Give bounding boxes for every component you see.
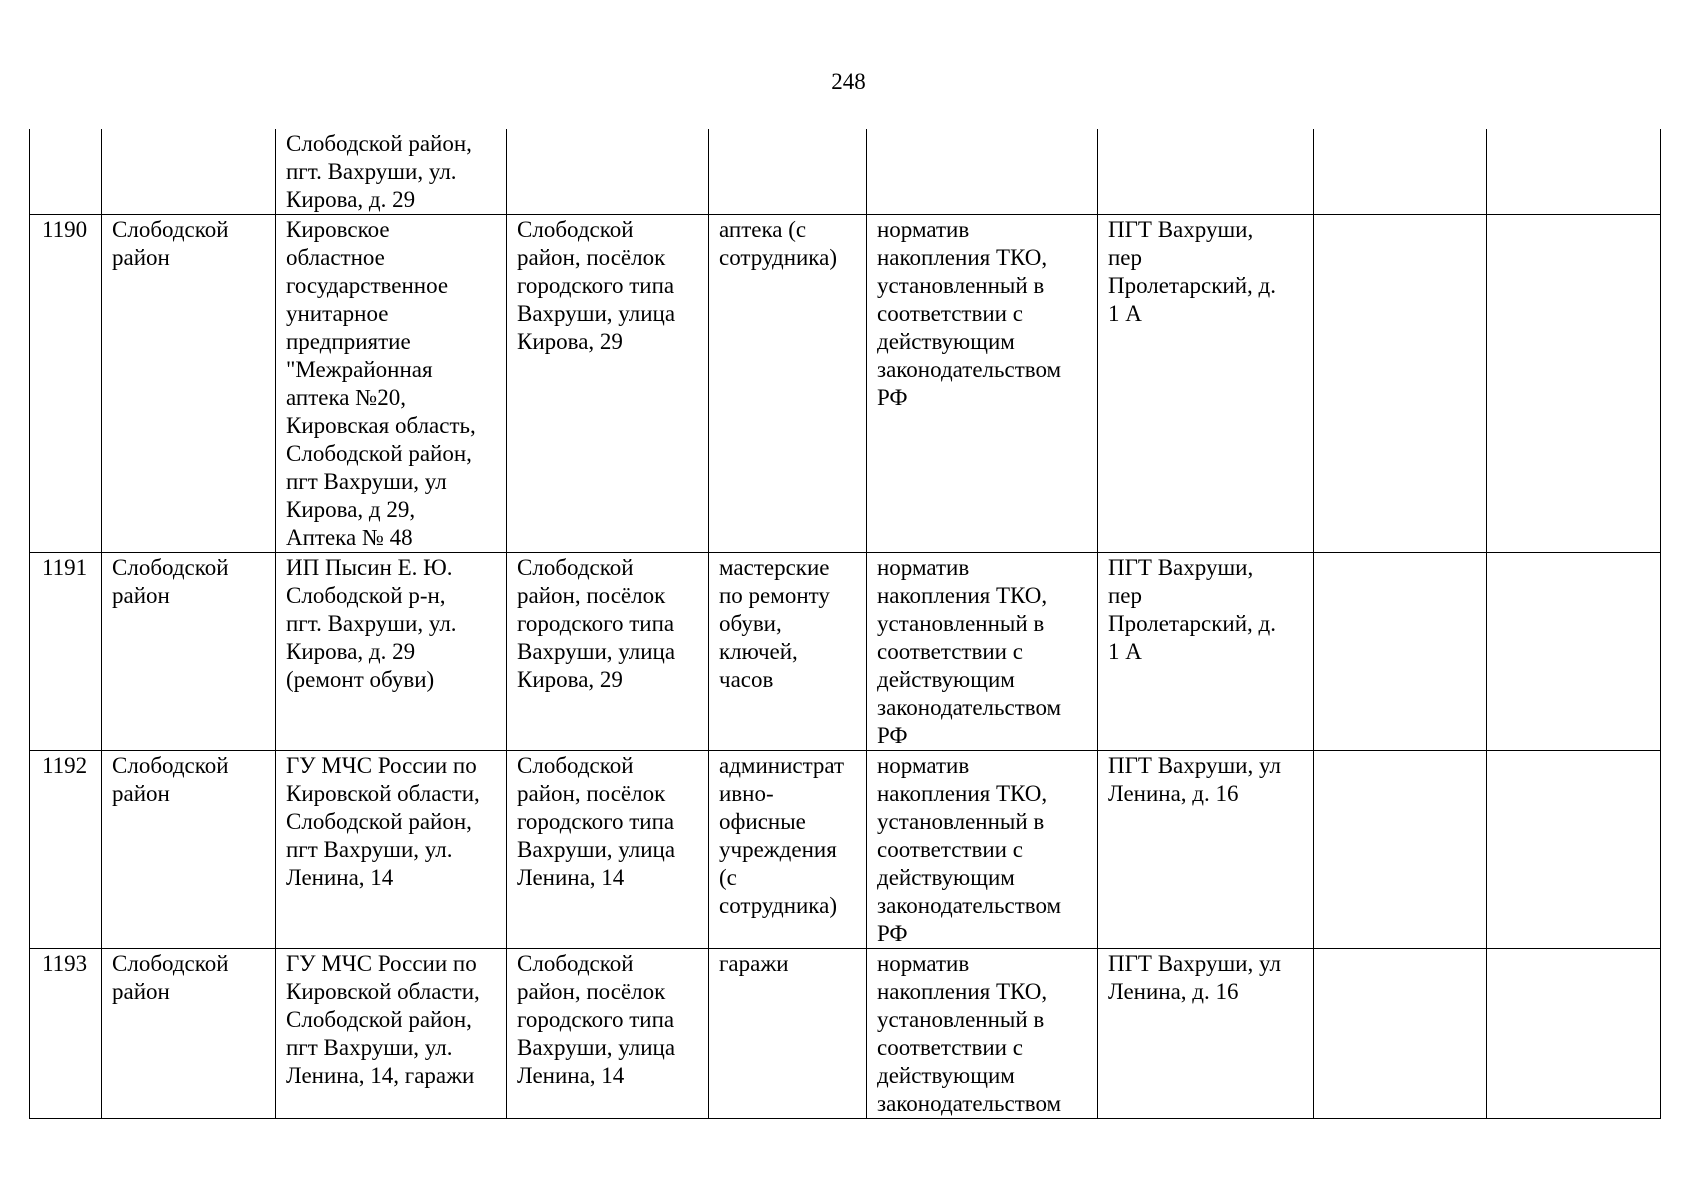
cell-object-type: мастерские по ремонту обуви, ключей, часов: [709, 553, 867, 751]
cell-location: [507, 129, 709, 215]
cell-norm: [867, 129, 1098, 215]
cell-location: Слободской район, посёлок городского типа Вахруши, улица Ленина, 14: [507, 751, 709, 949]
cell-collection-site: ПГТ Вахруши, пер Пролетарский, д. 1 А: [1098, 553, 1314, 751]
cell-object-type: аптека (с сотрудника): [709, 215, 867, 553]
cell-collection-site: ПГТ Вахруши, пер Пролетарский, д. 1 А: [1098, 215, 1314, 553]
cell-number: 1192: [30, 751, 102, 949]
cell-norm: норматив накопления ТКО, установленный в соответствии с действующим законодательством РФ: [867, 215, 1098, 553]
cell-extra-2: [1487, 215, 1661, 553]
cell-norm: норматив накопления ТКО, установленный в соответствии с действующим законодательством: [867, 949, 1098, 1119]
cell-extra-2: [1487, 751, 1661, 949]
cell-object-type: [709, 129, 867, 215]
cell-collection-site: ПГТ Вахруши, ул Ленина, д. 16: [1098, 751, 1314, 949]
cell-location: Слободской район, посёлок городского типа Вахруши, улица Кирова, 29: [507, 215, 709, 553]
cell-extra-1: [1314, 751, 1487, 949]
cell-norm: норматив накопления ТКО, установленный в соответствии с действующим законодательством РФ: [867, 553, 1098, 751]
cell-extra-2: [1487, 949, 1661, 1119]
cell-district: Слободской район: [102, 949, 276, 1119]
cell-extra-1: [1314, 129, 1487, 215]
cell-waste-source: ГУ МЧС России по Кировской области, Слободской район, пгт Вахруши, ул. Ленина, 14: [276, 751, 507, 949]
cell-object-type: администрат ивно- офисные учреждения (с сотрудника): [709, 751, 867, 949]
cell-district: Слободской район: [102, 215, 276, 553]
table-row: [30, 949, 1661, 1119]
cell-extra-2: [1487, 553, 1661, 751]
cell-district: Слободской район: [102, 751, 276, 949]
cell-collection-site: ПГТ Вахруши, ул Ленина, д. 16: [1098, 949, 1314, 1119]
cell-collection-site: [1098, 129, 1314, 215]
table-row: [30, 751, 1661, 949]
table-row: [30, 215, 1661, 553]
cell-district: [102, 129, 276, 215]
cell-waste-source: ИП Пысин Е. Ю. Слободской р-н, пгт. Вахруши, ул. Кирова, д. 29 (ремонт обуви): [276, 553, 507, 751]
table-row-continuation: [30, 129, 1661, 215]
cell-waste-source: Кировское областное государственное унитарное предприятие "Межрайонная аптека №20, Кировская область, Слободской район, пгт Вахруши, ул Кирова, д 29, Аптека № 48: [276, 215, 507, 553]
cell-norm: норматив накопления ТКО, установленный в соответствии с действующим законодательством РФ: [867, 751, 1098, 949]
cell-number: 1191: [30, 553, 102, 751]
cell-object-type: гаражи: [709, 949, 867, 1119]
cell-number: 1193: [30, 949, 102, 1119]
page-number: 248: [831, 69, 866, 94]
cell-extra-1: [1314, 949, 1487, 1119]
registry-table: [29, 129, 1661, 1119]
cell-extra-1: [1314, 553, 1487, 751]
cell-waste-source: Слободской район, пгт. Вахруши, ул. Кирова, д. 29: [276, 129, 507, 215]
cell-location: Слободской район, посёлок городского типа Вахруши, улица Ленина, 14: [507, 949, 709, 1119]
cell-waste-source: ГУ МЧС России по Кировской области, Слободской район, пгт Вахруши, ул. Ленина, 14, гаражи: [276, 949, 507, 1119]
cell-location: Слободской район, посёлок городского типа Вахруши, улица Кирова, 29: [507, 553, 709, 751]
cell-number: [30, 129, 102, 215]
cell-number: 1190: [30, 215, 102, 553]
table-row: [30, 553, 1661, 751]
cell-district: Слободской район: [102, 553, 276, 751]
cell-extra-2: [1487, 129, 1661, 215]
cell-extra-1: [1314, 215, 1487, 553]
